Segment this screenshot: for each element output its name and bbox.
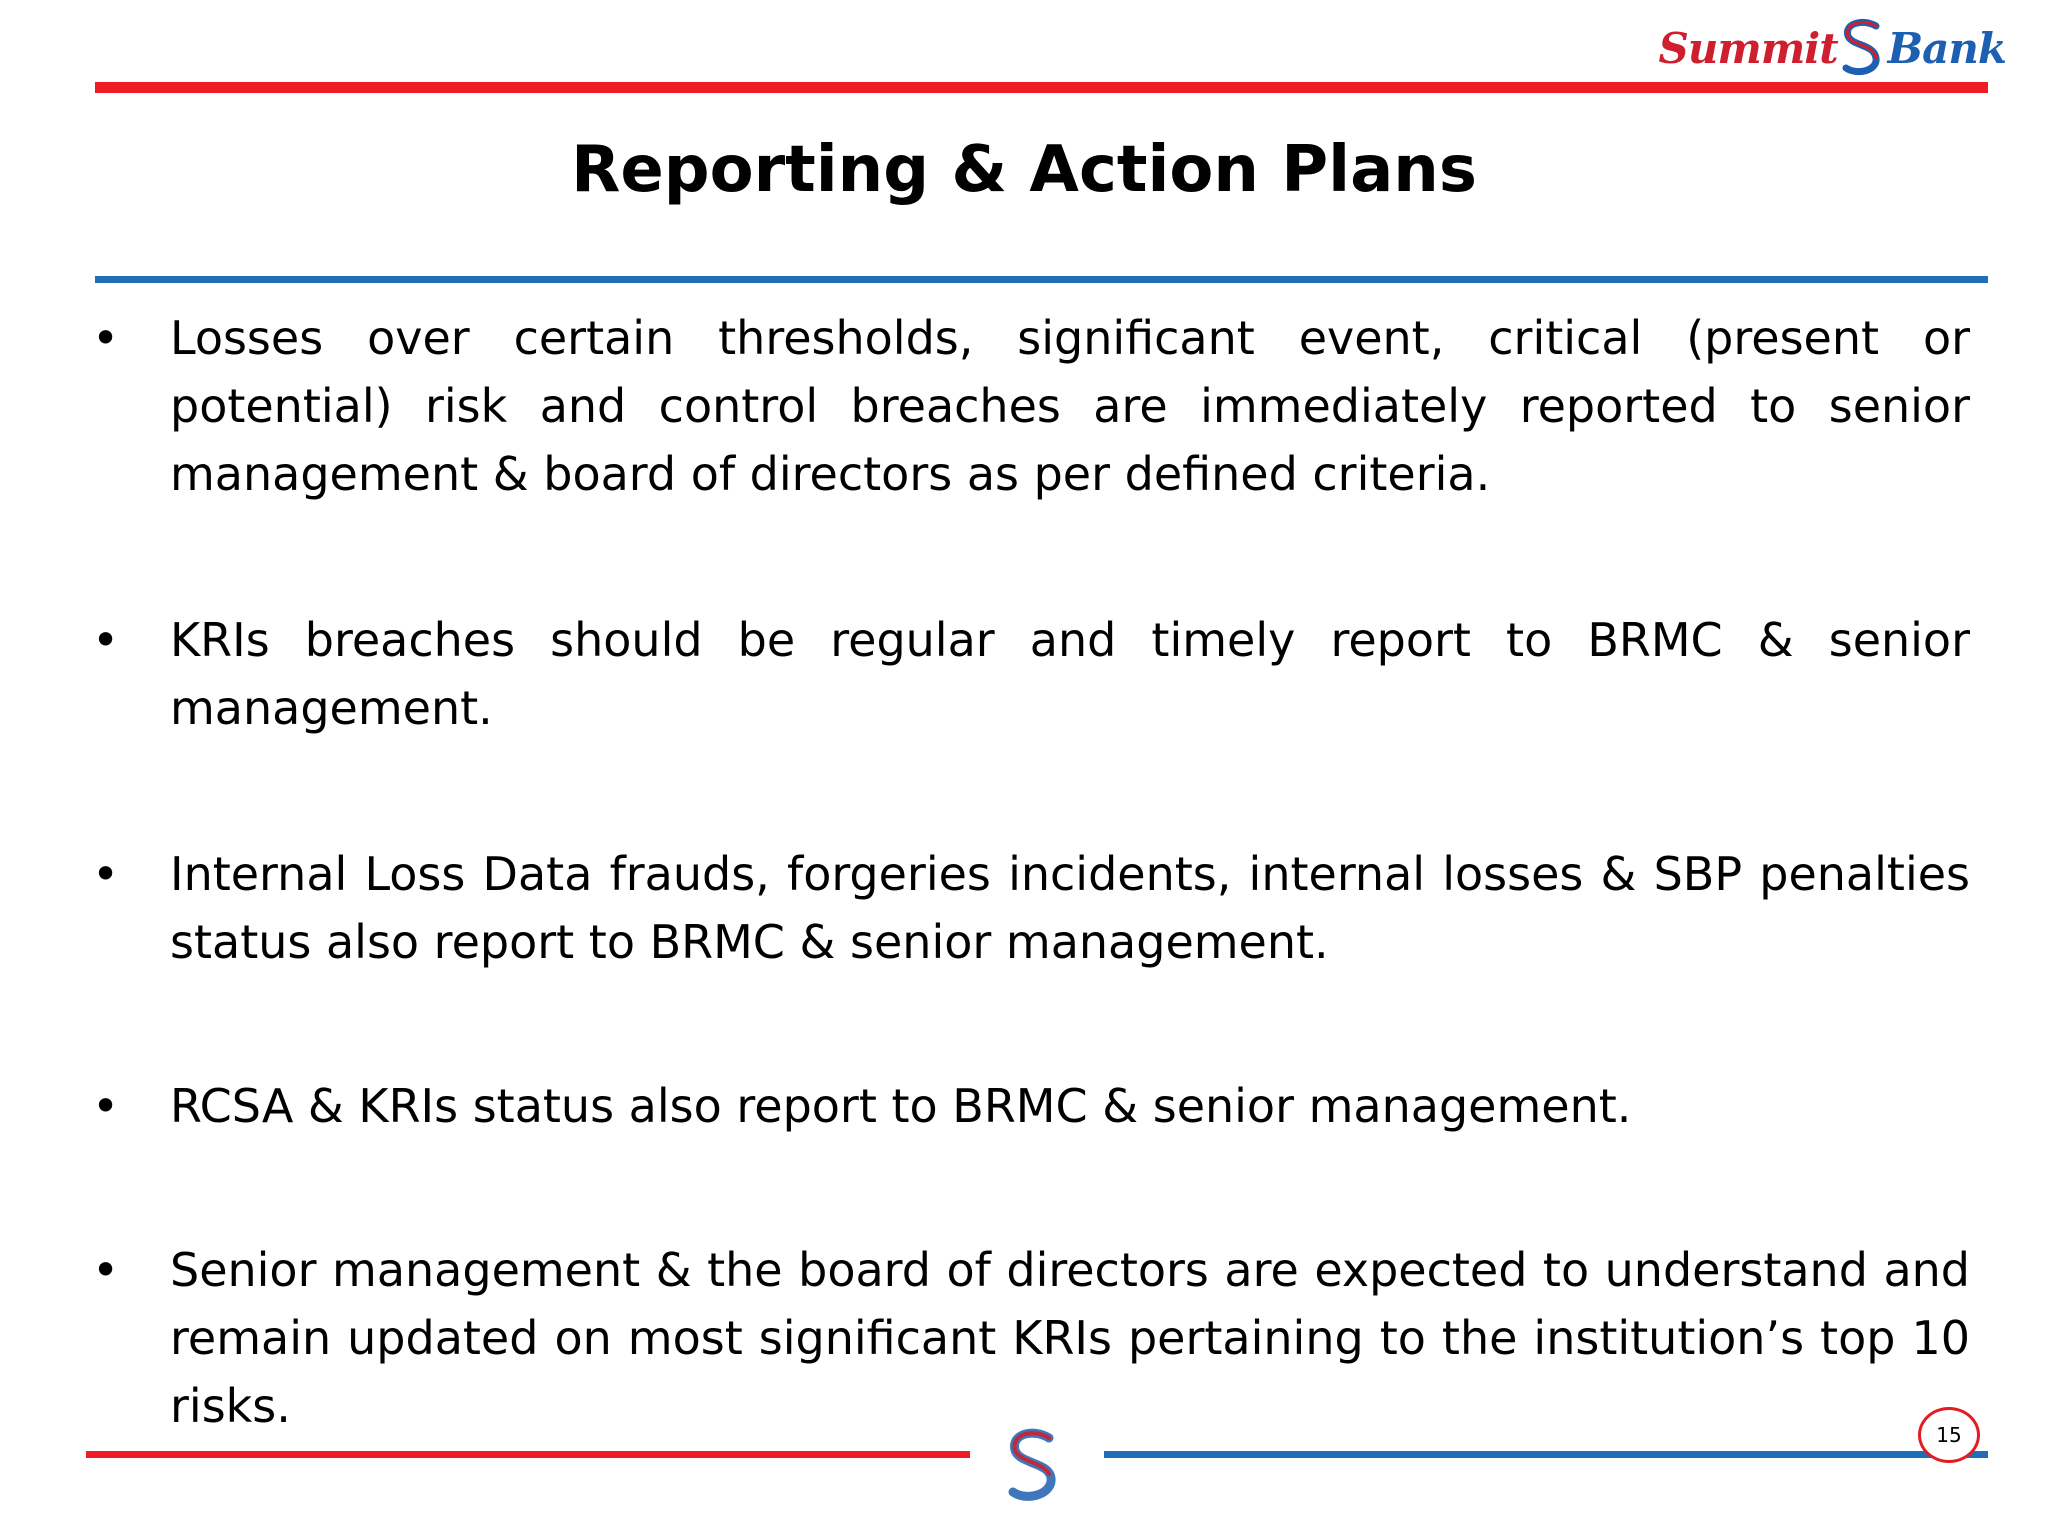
page-number bbox=[1918, 1407, 1980, 1463]
bullet-item bbox=[86, 1072, 1970, 1140]
summit-bank-logo bbox=[1659, 16, 2006, 80]
bullet-marker: • bbox=[92, 1079, 120, 1133]
top-red-divider bbox=[95, 82, 1988, 93]
bullet-list bbox=[86, 304, 1970, 1440]
summit-s-logo-icon bbox=[1840, 18, 1886, 78]
bullet-text: KRIs breaches should be regular and timely report to BRMC & senior management. bbox=[170, 613, 1970, 735]
bullet-marker: • bbox=[92, 311, 120, 365]
bullet-marker: • bbox=[92, 613, 120, 667]
title-blue-divider bbox=[95, 276, 1988, 283]
bullet-text: Senior management & the board of directors are expected to understand and remain updated on most significant KRIs pertaining to the institution’s top 10 risks. bbox=[170, 1243, 1970, 1433]
page-number-text: 15 bbox=[1936, 1423, 1962, 1447]
bullet-text: Losses over certain thresholds, significant event, critical (present or potential) risk and control breaches are immediately reported to senior management & board of directors as per defined criteria. bbox=[170, 311, 1970, 501]
bullet-text: Internal Loss Data frauds, forgeries incidents, internal losses & SBP penalties status also report to BRMC & senior management. bbox=[170, 847, 1970, 969]
logo-word-bank: Bank bbox=[1887, 23, 2006, 73]
bullet-item bbox=[86, 606, 1970, 742]
logo-word-summit: Summit bbox=[1658, 23, 1838, 73]
slide-title: Reporting & Action Plans bbox=[571, 133, 1477, 207]
bullet-item bbox=[86, 304, 1970, 508]
bullet-marker: • bbox=[92, 847, 120, 901]
bullet-item bbox=[86, 1236, 1970, 1440]
footer-blue-divider bbox=[1104, 1451, 1988, 1458]
bullet-text: RCSA & KRIs status also report to BRMC & senior management. bbox=[170, 1079, 1632, 1133]
bullet-item bbox=[86, 840, 1970, 976]
summit-s-footer-icon bbox=[1003, 1428, 1063, 1504]
bullet-marker: • bbox=[92, 1243, 120, 1297]
footer-red-divider bbox=[86, 1451, 970, 1458]
